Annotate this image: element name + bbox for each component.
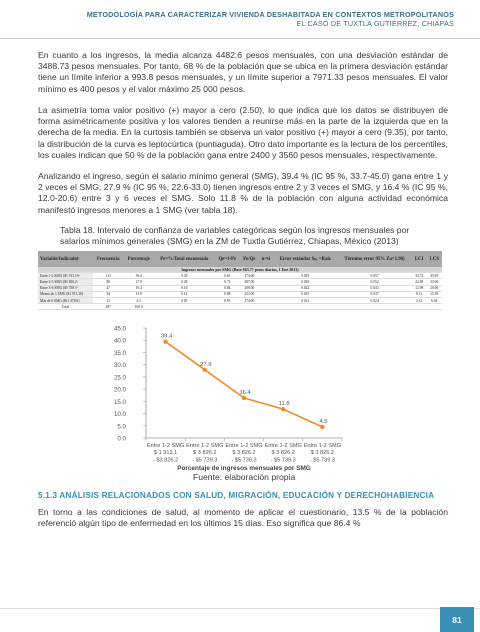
y-tick-label: 45.0: [113, 325, 126, 333]
col-header: Frecuencia: [93, 251, 124, 267]
paragraph-skew: La asimetría toma valor positivo (+) mayor a cero (2.50), lo que indica que los datos se distribuyen de forma asimétricamente positiva y los valores tienden a reunirse más en la parte de la izquierda que en la derecha de la media. En la curtosis también se observa un valor positivo (+) mayor a cero (9.35), por tanto, la distribución de la curva es leptocúrtica (puntiaguda). Otro dato importante es la lectura de los percentiles, los cuales indican que 50 % de la población gana entre 2400 y 3560 pesos mensuales, respectivamente.: [38, 105, 448, 160]
x-tick-label: Entre 1-2 SMG: [186, 443, 224, 449]
footer-rule: [0, 608, 480, 609]
table-cell: 12.09: [412, 285, 427, 291]
table-cell: 0.84: [215, 285, 240, 291]
table-cell: 0.019: [273, 291, 337, 297]
table-cell: 0.029: [273, 273, 337, 279]
col-header: n=ti: [259, 251, 273, 267]
x-tick-label: $ 3 826.2: [232, 450, 256, 457]
section-heading: 5.1.3 ANÁLISIS RELACIONADOS CON SALUD, MIGRACIÓN, EDUCACIÓN Y DERECHOHABIENCIA: [38, 491, 435, 500]
table-cell: 11.8: [124, 291, 154, 297]
series-line: [166, 342, 323, 427]
col-header: Error estándar Sₚₑ =Raíz: [273, 251, 337, 267]
table-subheader: Ingresos mensuales por SMG (Base $63.77 pesos diarios, 1 Ene 2013): [38, 267, 442, 273]
y-tick-label: 5.0: [117, 423, 126, 431]
x-tick-label: Entre 1-2 SMG: [146, 443, 185, 449]
table-cell: 0.024: [337, 297, 412, 303]
data-label: 11.8: [278, 401, 290, 408]
table-cell: 0.16: [154, 285, 215, 291]
table-cell: 0.012: [273, 297, 337, 303]
table-cell: 0.05: [154, 297, 215, 303]
col-header: Qe=1-Pe: [215, 251, 240, 267]
x-tick-label: Entre 1-2 SMG: [303, 443, 342, 449]
y-tick-label: 20.0: [113, 386, 126, 394]
data-point: [320, 425, 324, 429]
y-tick-label: 25.0: [113, 374, 126, 382]
table-cell: 0.057: [337, 273, 412, 279]
col-header: Porcentaje: [124, 251, 154, 267]
table-cell: 208.00: [240, 285, 259, 291]
y-tick-label: 40.0: [113, 337, 126, 345]
col-header: Pe/Qe: [240, 251, 259, 267]
table-cell: 80: [93, 279, 124, 285]
table-cell: 34: [93, 291, 124, 297]
table-cell: 0.026: [273, 279, 337, 285]
table-cell: 39.4: [124, 273, 154, 279]
data-label: 4.5: [319, 419, 328, 425]
table-cell: 20.66: [426, 285, 442, 291]
col-header: LCI: [412, 251, 427, 267]
table-cell: 0.72: [215, 279, 240, 285]
data-label: 39.4: [160, 333, 173, 340]
row-category: Entre 2-3 SMG ($3 826.2-: [38, 279, 93, 285]
x-tick-label: $ 3 826.2: [310, 450, 335, 457]
table-cell: 13: [93, 297, 124, 303]
table-cell: 0.022: [273, 285, 337, 291]
col-header: Variable/Indicador: [38, 251, 93, 267]
data-point: [281, 407, 285, 411]
figure-source: Fuente: elaboración propia: [193, 472, 296, 482]
total-label: Total: [38, 304, 93, 310]
x-tick-label: $ 1 913.1: [153, 450, 178, 457]
y-tick-label: 30.0: [113, 362, 126, 370]
y-tick-label: 35.0: [113, 349, 126, 357]
x-tick-label: Entre 1-2 SMG: [225, 443, 263, 449]
paragraph-income: En cuanto a los ingresos, la media alcanza 4482.6 pesos mensuales, con una desviación estándar de 3488.73 pesos mensuales. Por tanto, 68 % de la población que se ubica en la primera desviación estándar tiene un límite inferior a 993.8 pesos mensuales, y un límite superior a 7971.33 pesos mensuales. El valor mínimo es 400 pesos y el valor máximo 25 000 pesos.: [38, 50, 448, 94]
col-header: Término error 95% Za=1.96): [337, 251, 412, 267]
table-cell: 0.037: [337, 291, 412, 297]
table-cell: 45.03: [426, 273, 442, 279]
page-number: 81: [440, 607, 474, 632]
table-cell: 174.00: [240, 273, 259, 279]
x-tick-label: Entre 1-2 SMG: [264, 443, 302, 449]
row-category: Entre 1-2 SMG ($1 913.10-: [38, 273, 93, 279]
table-cell: 287: [93, 304, 124, 310]
y-tick-label: 15.0: [113, 398, 126, 406]
table-cell: 0.39: [154, 273, 215, 279]
table-cell: 100.0: [124, 304, 154, 310]
table-cell: 2.12: [412, 297, 427, 303]
x-tick-label: - $5 739.3: [270, 457, 296, 464]
col-header: LCS: [426, 251, 442, 267]
x-tick-label: $ 3 826.2: [193, 450, 217, 457]
x-axis-title: Porcentaje de ingresos mensuales por SMG: [177, 465, 311, 472]
row-category: Entre 3-6 SMG ($5 739.3-: [38, 285, 93, 291]
table-cell: 8.11: [412, 291, 427, 297]
data-label: 27.9: [200, 361, 212, 368]
table-cell: 0.043: [337, 285, 412, 291]
data-label: 16.4: [239, 389, 251, 396]
row-category: Más de 6 SMG ($11 478.6): [38, 297, 93, 303]
table-cell: 274.00: [240, 297, 259, 303]
data-point: [163, 339, 167, 343]
table-caption: Tabla 18. Intervalo de confianza de variables categóricas según los ingresos mensuales por salarios mínimos generales (SMG) en la ZM de Tuxtla Gutiérrez, Chiapas, México (2013): [60, 225, 410, 247]
table-cell: 113: [93, 273, 124, 279]
table-cell: 0.052: [337, 279, 412, 285]
table-cell: 253.00: [240, 291, 259, 297]
table-cell: 0.88: [215, 291, 240, 297]
x-tick-label: $ 3 826.2: [271, 450, 295, 457]
x-tick-label: - $5 739.3: [231, 457, 257, 464]
table-cell: 4.5: [124, 297, 154, 303]
header-line-2: EL CASO DE TUXTLA GUTIÉRREZ, CHIAPAS: [296, 19, 454, 28]
paragraph-health: En torno a las condiciones de salud, al momento de aplicar el cuestionario, 13.5 % de la población referenció algún tipo de enfermedad en los últimos 15 días. Eso significa que 86.4 %: [38, 507, 448, 529]
table-cell: 47: [93, 285, 124, 291]
table-cell: 33.06: [426, 279, 442, 285]
x-tick-label: - $3 826.2: [152, 457, 179, 464]
table-cell: 22.69: [412, 279, 427, 285]
table-cell: 33.72: [412, 273, 427, 279]
table-cell: 0.61: [215, 273, 240, 279]
data-point: [242, 396, 246, 400]
y-tick-label: 0.0: [117, 435, 126, 443]
col-header: Pe=%/Total encuestado: [154, 251, 215, 267]
table-cell: 287.00: [240, 279, 259, 285]
y-tick-label: 10.0: [113, 411, 126, 419]
table-cell: 27.9: [124, 279, 154, 285]
x-tick-label: - $5 739.3: [192, 457, 218, 464]
paragraph-smg: Analizando el ingreso, según el salario mínimo general (SMG), 39.4 % (IC 95 %, 33.7-45.0) gana entre 1 y 2 veces el SMG; 27.9 % (IC 95 %, 22.6-33.0) tienen ingresos entre 2 y 3 veces el SMG, y 16.4 % (IC 95 %, 12.0-20.6) entre 3 y 6 veces el SMG. Solo 11.8 % de la población con alguna actividad económica manifestó ingresos menores a 1 SMG (ver tabla 18).: [38, 171, 448, 215]
table-cell: 6.94: [426, 297, 442, 303]
x-tick-label: - $5 739.3: [309, 457, 336, 464]
table-cell: 16.4: [124, 285, 154, 291]
table-cell: 15.59: [426, 291, 442, 297]
data-point: [203, 368, 207, 372]
table-cell: 0.12: [154, 291, 215, 297]
header-line-1: METODOLOGÍA PARA CARACTERIZAR VIVIENDA DESHABITADA EN CONTEXTOS METROPOLITANOS: [86, 10, 454, 19]
table-cell: 0.28: [154, 279, 215, 285]
row-category: Menos de 1 SMG ($1 913.10): [38, 291, 93, 297]
table-cell: 0.95: [215, 297, 240, 303]
